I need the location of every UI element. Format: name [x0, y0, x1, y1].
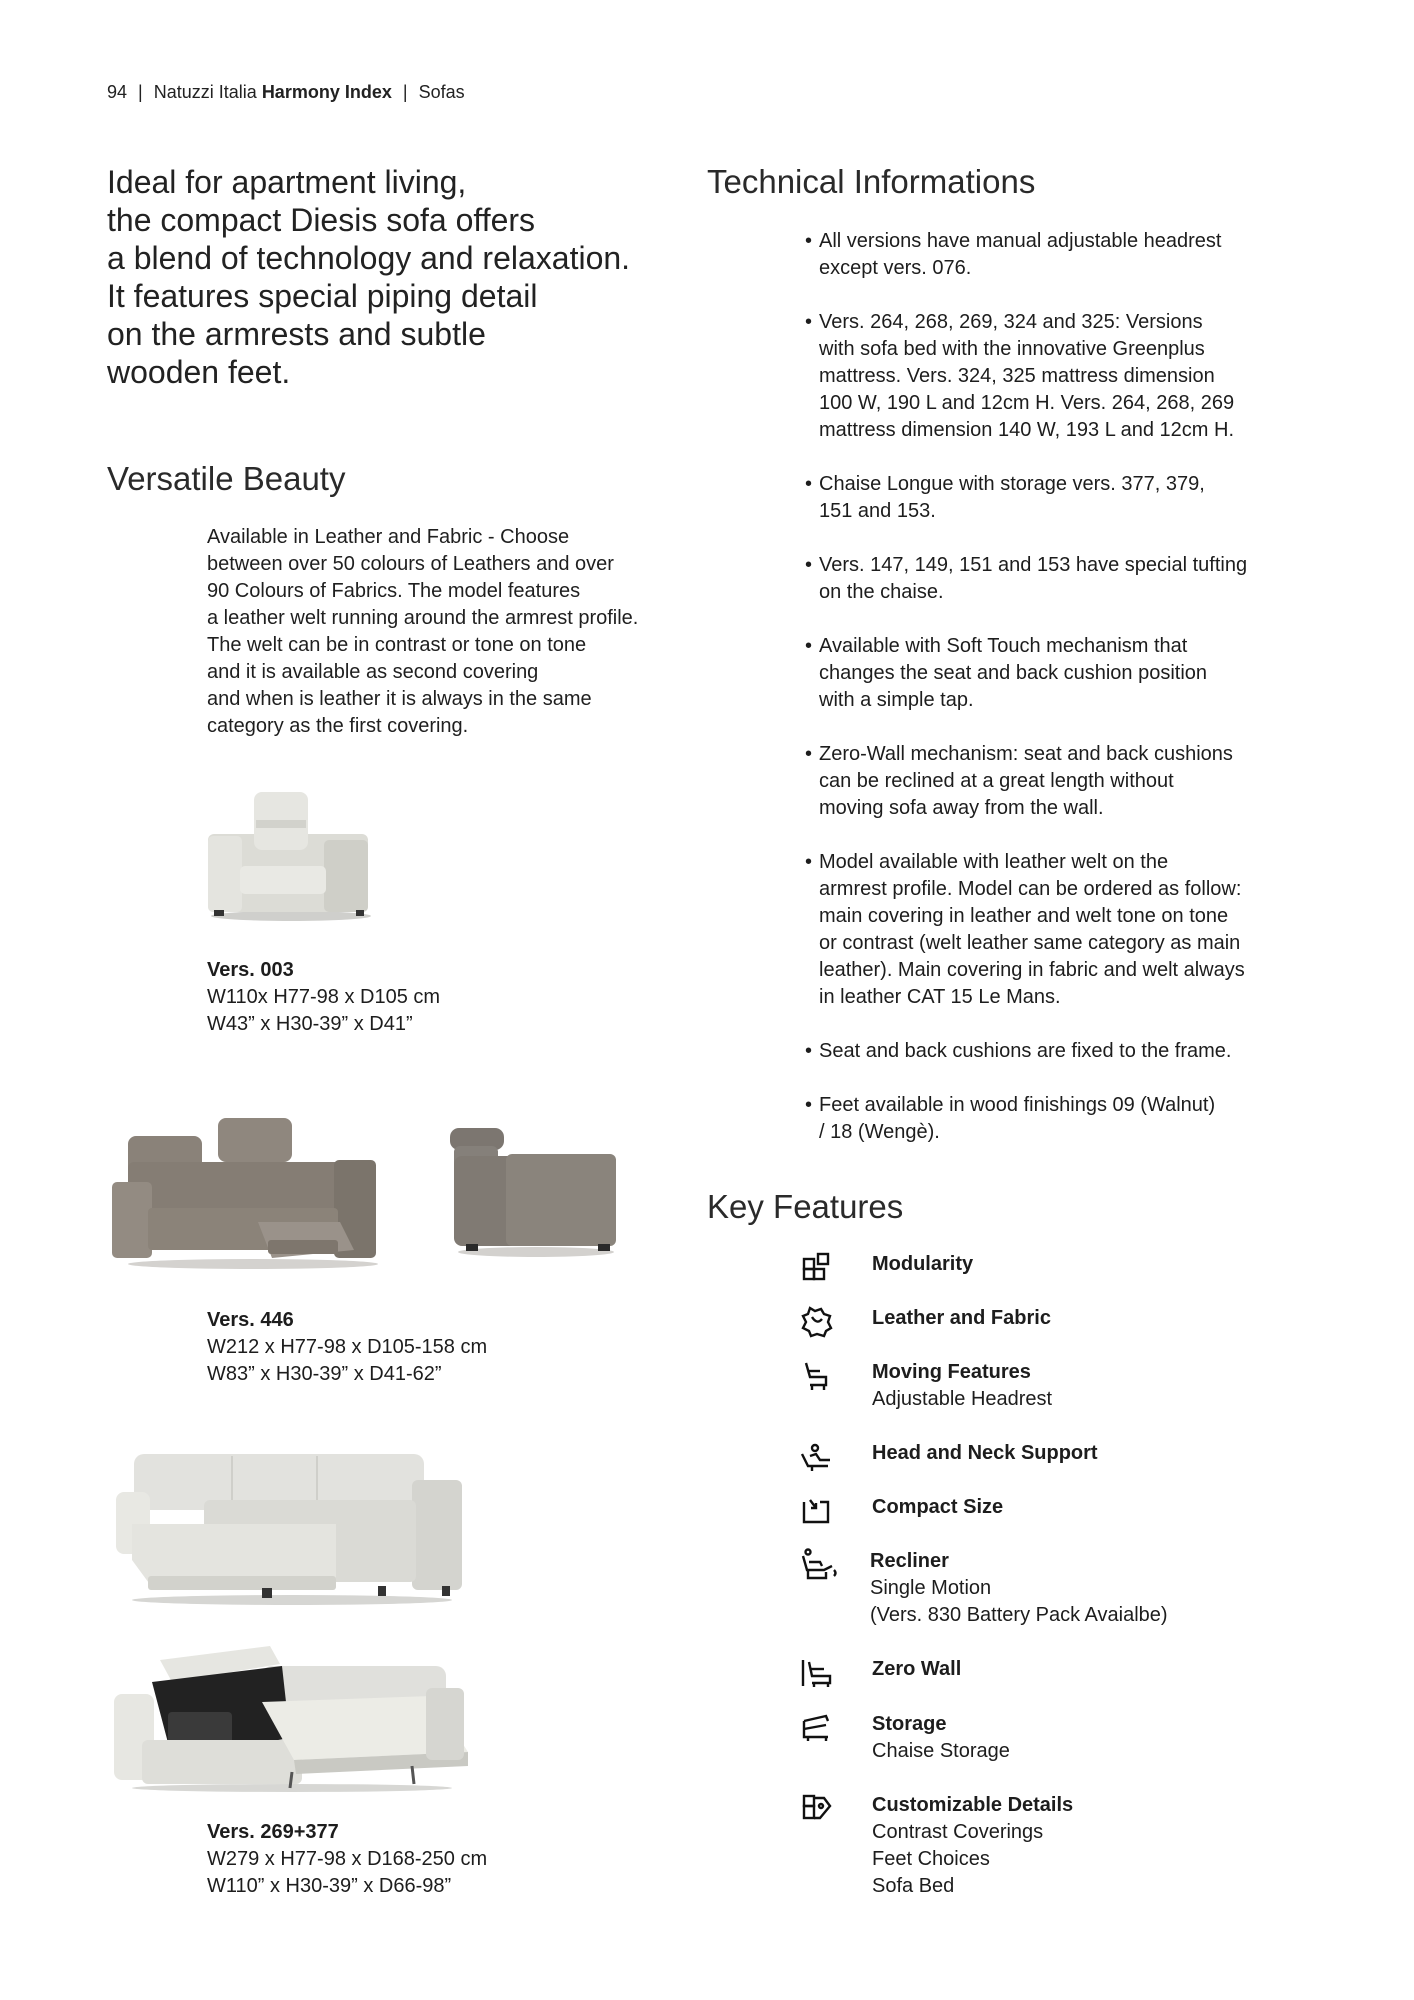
feature-title: Storage: [872, 1713, 947, 1735]
page-number: 94: [107, 82, 128, 102]
version-269-377-info: [207, 1819, 487, 1900]
technical-item: • Zero-Wall mechanism: seat and back cushions can be reclined at a great length without moving sofa away from the wall.: [805, 741, 1285, 822]
page-header: 94 | Natuzzi Italia Harmony Index | Sofas: [107, 82, 465, 102]
versatile-paragraph: [207, 524, 707, 740]
versatile-line: Available in Leather and Fabric - Choose: [207, 526, 570, 548]
intro-line: a blend of technology and relaxation.: [107, 240, 631, 276]
technical-title: Technical Informations: [707, 163, 1036, 200]
versatile-line: and when is leather it is always in the same: [207, 688, 592, 710]
section-name: Sofas: [418, 82, 465, 102]
feature-detail: (Vers. 830 Battery Pack Avaialbe): [870, 1604, 1168, 1626]
brand-name: Natuzzi Italia: [153, 82, 257, 102]
technical-item: • Chaise Longue with storage vers. 377, 379, 151 and 153.: [805, 471, 1285, 525]
technical-item: • Model available with leather welt on the armrest profile. Model can be ordered as follow: main covering in leather and welt tone on tone or contrast (welt leather same category as main leather). Main covering in fabric and welt always in leather CAT 15 Le Mans.: [805, 849, 1285, 1011]
feature-title: Compact Size: [872, 1496, 1004, 1518]
feature-title: Zero Wall: [872, 1658, 962, 1680]
intro-line: Ideal for apartment living,: [107, 164, 467, 200]
technical-item: • Seat and back cushions are fixed to the frame.: [805, 1038, 1285, 1065]
intro-line: the compact Diesis sofa offers: [107, 202, 536, 238]
feature-title: Moving Features: [872, 1361, 1031, 1383]
feature-detail: Contrast Coverings: [872, 1821, 1044, 1843]
feature-detail: Feet Choices: [872, 1848, 990, 1870]
intro-line: It features special piping detail: [107, 278, 538, 314]
feature-title: Recliner: [870, 1550, 949, 1572]
index-name: Harmony Index: [261, 82, 392, 102]
feature-detail: Single Motion: [870, 1577, 992, 1599]
moving-chair-icon: [800, 1359, 834, 1393]
modularity-icon: [800, 1251, 834, 1285]
versatile-line: a leather welt running around the armrest profile.: [207, 607, 639, 629]
customize-icon: [800, 1792, 834, 1826]
technical-item: • All versions have manual adjustable headrest except vers. 076.: [805, 228, 1285, 282]
sectional-chaise-image: [112, 1444, 468, 1608]
sofa-bed-storage-image: [112, 1642, 472, 1794]
intro-paragraph: [107, 163, 707, 391]
leather-hide-icon: [800, 1305, 834, 1339]
version-imperial: W83” x H30-39” x D41-62”: [207, 1363, 442, 1385]
version-title: Vers. 446: [207, 1309, 294, 1331]
version-imperial: W43” x H30-39” x D41”: [207, 1013, 413, 1035]
armchair-image: [196, 784, 378, 924]
technical-item: • Available with Soft Touch mechanism that changes the seat and back cushion position with a simple tap.: [805, 633, 1285, 714]
storage-icon: [800, 1711, 834, 1745]
recliner-sofa-image: [108, 1112, 388, 1272]
version-imperial: W110” x H30-39” x D66-98”: [207, 1875, 452, 1897]
versatile-line: category as the first covering.: [207, 715, 469, 737]
key-features-title: Key Features: [707, 1188, 904, 1225]
version-metric: W279 x H77-98 x D168-250 cm: [207, 1848, 488, 1870]
recliner-icon: [800, 1548, 834, 1582]
armchair-side-image: [446, 1118, 622, 1258]
feature-title: Head and Neck Support: [872, 1442, 1098, 1464]
version-metric: W110x H77-98 x D105 cm: [207, 986, 441, 1008]
feature-title: Customizable Details: [872, 1794, 1074, 1816]
feature-detail: Adjustable Headrest: [872, 1388, 1053, 1410]
head-neck-icon: [800, 1440, 834, 1474]
technical-list: [805, 228, 1285, 1173]
feature-title: Leather and Fabric: [872, 1307, 1051, 1329]
technical-item: • Vers. 147, 149, 151 and 153 have special tufting on the chaise.: [805, 552, 1285, 606]
feature-detail: Sofa Bed: [872, 1875, 955, 1897]
technical-item: • Vers. 264, 268, 269, 324 and 325: Versions with sofa bed with the innovative Greenplus mattress. Vers. 324, 325 mattress dimension 100 W, 190 L and 12cm H. Vers. 264, 268, 269 mattress dimension 140 W, 193 L and 12cm H.: [805, 309, 1285, 444]
feature-detail: Chaise Storage: [872, 1740, 1010, 1762]
versatile-line: between over 50 colours of Leathers and over: [207, 553, 614, 575]
version-title: Vers. 269+377: [207, 1821, 339, 1843]
compact-size-icon: [800, 1494, 834, 1528]
intro-line: wooden feet.: [107, 354, 291, 390]
version-446-info: [207, 1307, 487, 1388]
feature-title: Modularity: [872, 1253, 974, 1275]
zero-wall-icon: [800, 1656, 834, 1690]
intro-line: on the armrests and subtle: [107, 316, 486, 352]
versatile-line: 90 Colours of Fabrics. The model features: [207, 580, 581, 602]
version-metric: W212 x H77-98 x D105-158 cm: [207, 1336, 488, 1358]
technical-item: • Feet available in wood finishings 09 (Walnut) / 18 (Wengè).: [805, 1092, 1285, 1146]
version-003-info: [207, 957, 440, 1038]
version-title: Vers. 003: [207, 959, 294, 981]
versatile-line: and it is available as second covering: [207, 661, 539, 683]
versatile-line: The welt can be in contrast or tone on tone: [207, 634, 587, 656]
versatile-title: Versatile Beauty: [107, 460, 346, 497]
